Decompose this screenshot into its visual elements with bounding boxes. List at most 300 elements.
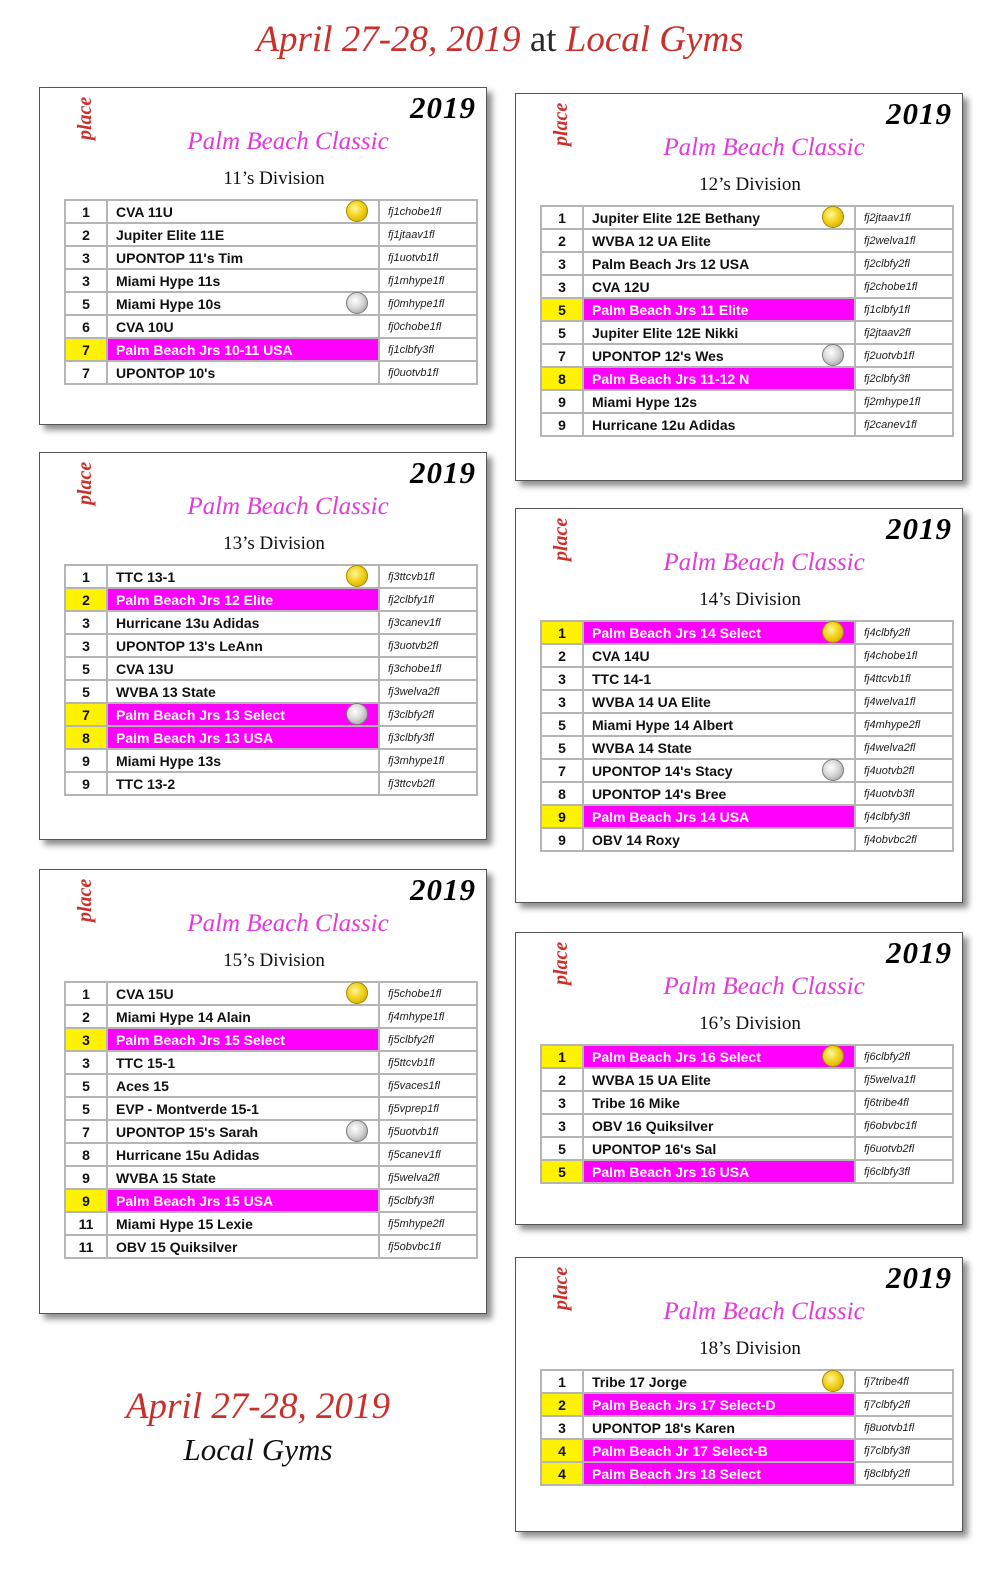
result-row	[541, 828, 953, 851]
team-code-cell: fj2jtaav2fl	[855, 321, 953, 344]
team-cell	[107, 772, 379, 795]
team-name: TTC 14-1	[592, 670, 652, 687]
team-cell	[583, 1068, 855, 1091]
place-cell: 5	[541, 298, 583, 321]
division-card-18s	[515, 1257, 963, 1532]
results-table	[540, 1044, 954, 1184]
team-code-cell: fj6clbfy2fl	[855, 1045, 953, 1068]
result-row	[65, 634, 477, 657]
year-label: 2019	[886, 935, 952, 970]
team-cell	[583, 1114, 855, 1137]
team-cell	[107, 1212, 379, 1235]
team-code-cell: fj0chobe1fl	[379, 315, 477, 338]
result-row	[65, 772, 477, 795]
team-code-cell: fj3clbfy2fl	[379, 703, 477, 726]
place-cell: 5	[541, 1137, 583, 1160]
division-title: 15’s Division	[223, 950, 325, 971]
place-cell: 9	[65, 749, 107, 772]
place-cell: 2	[541, 229, 583, 252]
place-cell: 8	[541, 782, 583, 805]
result-row	[65, 703, 477, 726]
team-name: Palm Beach Jrs 17 Select-D	[592, 1396, 776, 1413]
team-code-cell: fj1chobe1fl	[379, 200, 477, 223]
result-row	[65, 315, 477, 338]
team-cell	[107, 565, 379, 588]
result-row	[541, 229, 953, 252]
result-row	[541, 321, 953, 344]
result-row	[541, 1370, 953, 1393]
result-row	[65, 1005, 477, 1028]
team-code-cell: fj1clbfy1fl	[855, 298, 953, 321]
division-card-11s	[39, 87, 487, 425]
team-cell	[107, 315, 379, 338]
team-cell	[583, 1439, 855, 1462]
team-cell	[107, 1005, 379, 1028]
team-code-cell: fj2jtaav1fl	[855, 206, 953, 229]
team-cell	[107, 1097, 379, 1120]
footer-location: Local Gyms	[183, 1432, 333, 1467]
place-cell: 9	[541, 805, 583, 828]
place-cell: 7	[541, 759, 583, 782]
team-name: UPONTOP 11's Tim	[116, 249, 244, 266]
place-cell: 3	[541, 667, 583, 690]
team-name: CVA 12U	[592, 278, 650, 295]
result-row	[541, 344, 953, 367]
place-cell: 5	[541, 713, 583, 736]
result-row	[541, 782, 953, 805]
team-cell	[107, 223, 379, 246]
event-title: Palm Beach Classic	[187, 910, 389, 937]
team-code-cell: fj5welva2fl	[379, 1166, 477, 1189]
team-name: UPONTOP 14's Stacy	[592, 762, 733, 779]
result-row	[541, 1439, 953, 1462]
result-row	[65, 611, 477, 634]
result-row	[541, 413, 953, 436]
year-label: 2019	[410, 455, 476, 490]
team-cell	[107, 634, 379, 657]
team-cell	[107, 1235, 379, 1258]
result-row	[541, 298, 953, 321]
division-title: 11’s Division	[223, 168, 325, 189]
team-name: Miami Hype 11s	[116, 272, 221, 289]
team-name: Hurricane 13u Adidas	[116, 614, 260, 631]
team-name: Palm Beach Jrs 15 Select	[116, 1031, 285, 1048]
event-title: Palm Beach Classic	[663, 134, 865, 161]
place-cell: 7	[65, 703, 107, 726]
place-cell: 1	[541, 621, 583, 644]
team-cell	[107, 1166, 379, 1189]
team-code-cell: fj4ttcvb1fl	[855, 667, 953, 690]
result-row	[541, 1137, 953, 1160]
place-cell: 3	[65, 1051, 107, 1074]
place-cell: 9	[541, 390, 583, 413]
team-cell	[583, 759, 855, 782]
team-cell	[107, 1051, 379, 1074]
division-title: 18’s Division	[699, 1338, 801, 1359]
team-cell	[583, 782, 855, 805]
team-name: Palm Beach Jrs 14 Select	[592, 624, 761, 641]
year-label: 2019	[410, 872, 476, 907]
team-cell	[107, 1143, 379, 1166]
result-row	[65, 1212, 477, 1235]
division-card-12s	[515, 93, 963, 481]
division-title: 14’s Division	[699, 589, 801, 610]
silver-medal-icon	[822, 759, 844, 781]
team-name: Miami Hype 14 Albert	[592, 716, 734, 733]
team-code-cell: fj4uotvb2fl	[855, 759, 953, 782]
team-cell	[583, 713, 855, 736]
team-cell	[107, 338, 379, 361]
event-title: Palm Beach Classic	[187, 493, 389, 520]
place-cell: 3	[541, 1091, 583, 1114]
team-cell	[583, 1160, 855, 1183]
team-code-cell: fj5vprep1fl	[379, 1097, 477, 1120]
team-cell	[583, 1393, 855, 1416]
result-row	[65, 223, 477, 246]
team-cell	[107, 726, 379, 749]
team-code-cell: fj2uotvb1fl	[855, 344, 953, 367]
result-row	[541, 713, 953, 736]
place-cell: 9	[65, 1189, 107, 1212]
result-row	[541, 1416, 953, 1439]
place-cell: 1	[65, 200, 107, 223]
team-cell	[107, 200, 379, 223]
team-name: OBV 16 Quiksilver	[592, 1117, 714, 1134]
result-row	[65, 982, 477, 1005]
year-label: 2019	[886, 96, 952, 131]
result-row	[65, 680, 477, 703]
place-label: place	[74, 461, 96, 505]
team-cell	[583, 367, 855, 390]
team-cell	[583, 828, 855, 851]
team-code-cell: fj4mhype2fl	[855, 713, 953, 736]
team-code-cell: fj4mhype1fl	[379, 1005, 477, 1028]
team-name: Palm Beach Jrs 13 USA	[116, 729, 274, 746]
team-name: TTC 13-1	[116, 568, 176, 585]
team-cell	[583, 252, 855, 275]
place-cell: 5	[541, 736, 583, 759]
gold-medal-icon	[822, 206, 844, 228]
team-code-cell: fj6tribe4fl	[855, 1091, 953, 1114]
team-code-cell: fj2chobe1fl	[855, 275, 953, 298]
result-row	[541, 621, 953, 644]
team-code-cell: fj6uotvb2fl	[855, 1137, 953, 1160]
gold-medal-icon	[346, 565, 368, 587]
year-label: 2019	[410, 90, 476, 125]
team-name: Palm Beach Jrs 15 USA	[116, 1192, 274, 1209]
team-code-cell: fj3chobe1fl	[379, 657, 477, 680]
team-code-cell: fj3uotvb2fl	[379, 634, 477, 657]
team-name: UPONTOP 14's Bree	[592, 785, 727, 802]
place-cell: 9	[65, 772, 107, 795]
year-label: 2019	[886, 511, 952, 546]
team-name: Jupiter Elite 12E Nikki	[592, 324, 739, 341]
team-code-cell: fj5obvbc1fl	[379, 1235, 477, 1258]
team-cell	[107, 292, 379, 315]
team-cell	[583, 321, 855, 344]
team-code-cell: fj0mhype1fl	[379, 292, 477, 315]
team-code-cell: fj2clbfy2fl	[855, 252, 953, 275]
place-cell: 2	[541, 1393, 583, 1416]
place-cell: 7	[65, 1120, 107, 1143]
team-name: WVBA 15 UA Elite	[592, 1071, 711, 1088]
team-cell	[107, 1189, 379, 1212]
place-cell: 3	[65, 246, 107, 269]
result-row	[65, 1166, 477, 1189]
result-row	[541, 1393, 953, 1416]
team-code-cell: fj4welva1fl	[855, 690, 953, 713]
team-code-cell: fj2canev1fl	[855, 413, 953, 436]
place-cell: 7	[541, 344, 583, 367]
place-cell: 5	[65, 680, 107, 703]
result-row	[65, 338, 477, 361]
team-code-cell: fj3canev1fl	[379, 611, 477, 634]
place-cell: 3	[541, 275, 583, 298]
team-cell	[583, 805, 855, 828]
place-cell: 5	[65, 292, 107, 315]
team-name: Palm Beach Jrs 14 USA	[592, 808, 750, 825]
team-cell	[583, 275, 855, 298]
team-cell	[583, 344, 855, 367]
team-cell	[107, 703, 379, 726]
team-name: CVA 13U	[116, 660, 174, 677]
team-cell	[583, 1462, 855, 1485]
team-name: Palm Beach Jrs 12 Elite	[116, 591, 274, 608]
team-name: TTC 15-1	[116, 1054, 176, 1071]
team-code-cell: fj5vaces1fl	[379, 1074, 477, 1097]
team-name: Miami Hype 15 Lexie	[116, 1215, 253, 1232]
team-code-cell: fj5uotvb1fl	[379, 1120, 477, 1143]
team-code-cell: fj4obvbc2fl	[855, 828, 953, 851]
result-row	[65, 1120, 477, 1143]
team-cell	[583, 1137, 855, 1160]
gold-medal-icon	[346, 200, 368, 222]
team-cell	[583, 1091, 855, 1114]
team-name: Palm Beach Jr 17 Select-B	[592, 1442, 768, 1459]
team-cell	[107, 1074, 379, 1097]
division-title: 12’s Division	[699, 174, 801, 195]
team-code-cell: fj3mhype1fl	[379, 749, 477, 772]
team-name: WVBA 14 UA Elite	[592, 693, 711, 710]
place-cell: 3	[541, 690, 583, 713]
result-row	[65, 1074, 477, 1097]
gold-medal-icon	[822, 1370, 844, 1392]
header-date: April 27-28, 2019	[256, 19, 521, 60]
result-row	[541, 1114, 953, 1137]
team-cell	[107, 611, 379, 634]
division-card-13s	[39, 452, 487, 840]
team-name: Hurricane 12u Adidas	[592, 416, 736, 433]
team-name: UPONTOP 13's LeAnn	[116, 637, 263, 654]
place-cell: 5	[65, 657, 107, 680]
team-cell	[107, 680, 379, 703]
results-table	[540, 620, 954, 852]
place-cell: 2	[65, 223, 107, 246]
result-row	[65, 588, 477, 611]
team-code-cell: fj5welva1fl	[855, 1068, 953, 1091]
team-code-cell: fj8clbfy2fl	[855, 1462, 953, 1485]
results-table	[64, 199, 478, 385]
place-cell: 11	[65, 1212, 107, 1235]
place-label: place	[550, 1266, 572, 1310]
place-cell: 5	[541, 321, 583, 344]
result-row	[65, 565, 477, 588]
team-name: Palm Beach Jrs 16 Select	[592, 1048, 761, 1065]
result-row	[65, 269, 477, 292]
result-row	[65, 1097, 477, 1120]
place-cell: 6	[65, 315, 107, 338]
gold-medal-icon	[346, 982, 368, 1004]
team-name: Miami Hype 14 Alain	[116, 1008, 251, 1025]
team-code-cell: fj5mhype2fl	[379, 1212, 477, 1235]
team-name: Miami Hype 10s	[116, 295, 222, 312]
team-name: UPONTOP 16's Sal	[592, 1140, 717, 1157]
team-code-cell: fj3welva2fl	[379, 680, 477, 703]
team-name: OBV 15 Quiksilver	[116, 1238, 238, 1255]
silver-medal-icon	[822, 344, 844, 366]
result-row	[541, 252, 953, 275]
team-name: Palm Beach Jrs 11-12 N	[592, 370, 750, 387]
place-cell: 11	[65, 1235, 107, 1258]
place-cell: 3	[65, 1028, 107, 1051]
team-cell	[107, 982, 379, 1005]
place-cell: 8	[541, 367, 583, 390]
place-label: place	[550, 517, 572, 561]
results-table	[540, 205, 954, 437]
place-cell: 5	[65, 1097, 107, 1120]
result-row	[541, 690, 953, 713]
place-cell: 9	[65, 1166, 107, 1189]
team-cell	[107, 361, 379, 384]
team-name: UPONTOP 15's Sarah	[116, 1123, 259, 1140]
team-cell	[583, 644, 855, 667]
event-title: Palm Beach Classic	[187, 128, 389, 155]
result-row	[541, 667, 953, 690]
result-row	[541, 644, 953, 667]
team-name: Palm Beach Jrs 11 Elite	[592, 301, 749, 318]
team-cell	[583, 1416, 855, 1439]
team-code-cell: fj8uotvb1fl	[855, 1416, 953, 1439]
team-cell	[583, 298, 855, 321]
division-title: 13’s Division	[223, 533, 325, 554]
team-code-cell: fj4clbfy3fl	[855, 805, 953, 828]
event-title: Palm Beach Classic	[663, 973, 865, 1000]
place-cell: 3	[65, 634, 107, 657]
header-at: at	[520, 19, 566, 60]
page-header	[0, 18, 1000, 61]
result-row	[541, 206, 953, 229]
team-cell	[107, 1028, 379, 1051]
team-cell	[583, 229, 855, 252]
place-cell: 2	[541, 644, 583, 667]
place-cell: 8	[65, 726, 107, 749]
result-row	[541, 736, 953, 759]
place-cell: 7	[65, 338, 107, 361]
gold-medal-icon	[822, 1045, 844, 1067]
team-name: Miami Hype 12s	[592, 393, 698, 410]
result-row	[65, 657, 477, 680]
place-cell: 1	[541, 1045, 583, 1068]
team-name: Palm Beach Jrs 10-11 USA	[116, 341, 293, 358]
header-location: Local Gyms	[565, 19, 744, 60]
silver-medal-icon	[346, 1120, 368, 1142]
team-code-cell: fj5clbfy3fl	[379, 1189, 477, 1212]
team-name: Tribe 16 Mike	[592, 1094, 680, 1111]
team-name: Palm Beach Jrs 18 Select	[592, 1465, 761, 1482]
place-label: place	[74, 878, 96, 922]
team-name: UPONTOP 12's Wes	[592, 347, 724, 364]
event-title: Palm Beach Classic	[663, 549, 865, 576]
team-name: EVP - Montverde 15-1	[116, 1100, 259, 1117]
team-code-cell: fj3clbfy3fl	[379, 726, 477, 749]
place-cell: 1	[65, 982, 107, 1005]
team-code-cell: fj2clbfy3fl	[855, 367, 953, 390]
place-cell: 4	[541, 1439, 583, 1462]
team-code-cell: fj6obvbc1fl	[855, 1114, 953, 1137]
team-cell	[583, 390, 855, 413]
team-cell	[107, 1120, 379, 1143]
place-cell: 9	[541, 413, 583, 436]
result-row	[541, 275, 953, 298]
team-code-cell: fj5chobe1fl	[379, 982, 477, 1005]
team-cell	[583, 206, 855, 229]
team-code-cell: fj4clbfy2fl	[855, 621, 953, 644]
place-cell: 1	[65, 565, 107, 588]
result-row	[541, 805, 953, 828]
place-cell: 2	[65, 1005, 107, 1028]
team-code-cell: fj4uotvb3fl	[855, 782, 953, 805]
team-code-cell: fj2clbfy1fl	[379, 588, 477, 611]
result-row	[65, 1235, 477, 1258]
team-code-cell: fj1mhype1fl	[379, 269, 477, 292]
place-cell: 3	[65, 269, 107, 292]
team-code-cell: fj6clbfy3fl	[855, 1160, 953, 1183]
silver-medal-icon	[346, 703, 368, 725]
place-cell: 3	[541, 1416, 583, 1439]
result-row	[541, 759, 953, 782]
results-table	[64, 564, 478, 796]
team-code-cell: fj3ttcvb1fl	[379, 565, 477, 588]
division-title: 16’s Division	[699, 1013, 801, 1034]
team-name: CVA 10U	[116, 318, 174, 335]
team-name: CVA 14U	[592, 647, 650, 664]
team-name: TTC 13-2	[116, 775, 176, 792]
team-cell	[107, 269, 379, 292]
division-card-15s	[39, 869, 487, 1314]
team-cell	[583, 413, 855, 436]
team-code-cell: fj2welva1fl	[855, 229, 953, 252]
place-cell: 7	[65, 361, 107, 384]
team-code-cell: fj5ttcvb1fl	[379, 1051, 477, 1074]
result-row	[65, 726, 477, 749]
team-name: CVA 11U	[116, 203, 173, 220]
place-cell: 3	[65, 611, 107, 634]
team-cell	[583, 1045, 855, 1068]
result-row	[541, 367, 953, 390]
result-row	[541, 1068, 953, 1091]
silver-medal-icon	[346, 292, 368, 314]
place-label: place	[74, 96, 96, 140]
team-cell	[107, 749, 379, 772]
team-code-cell: fj7clbfy3fl	[855, 1439, 953, 1462]
place-cell: 2	[65, 588, 107, 611]
team-code-cell: fj7clbfy2fl	[855, 1393, 953, 1416]
team-name: CVA 15U	[116, 985, 174, 1002]
team-name: Hurricane 15u Adidas	[116, 1146, 260, 1163]
team-name: Miami Hype 13s	[116, 752, 222, 769]
footer-date: April 27-28, 2019	[125, 1386, 391, 1427]
place-cell: 5	[65, 1074, 107, 1097]
